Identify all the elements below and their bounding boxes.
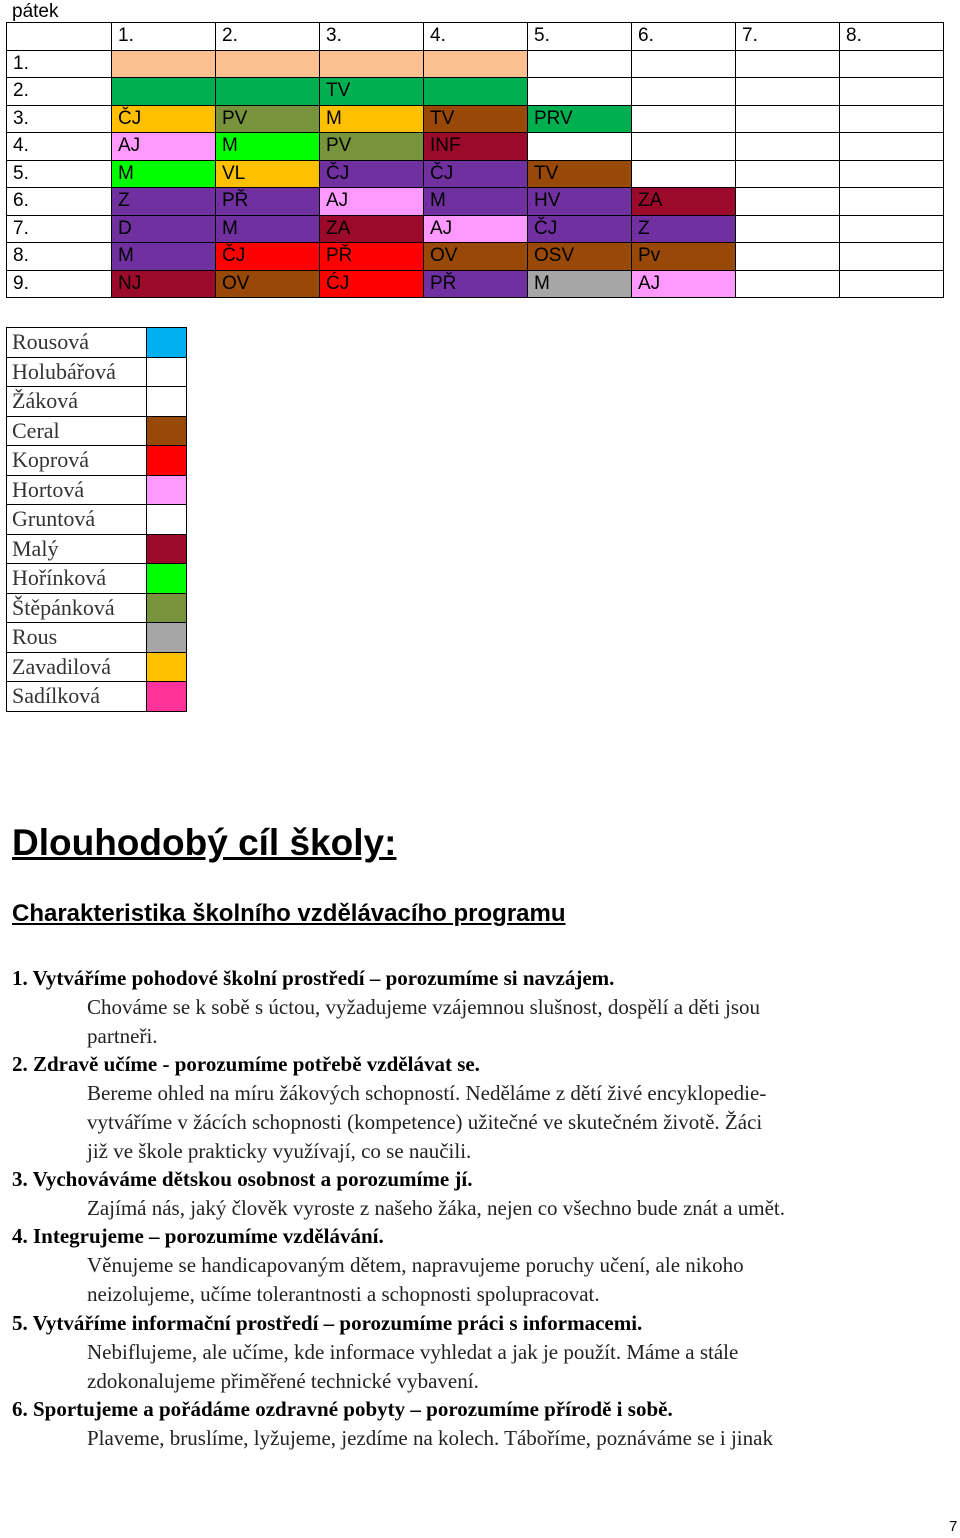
teacher-row xyxy=(7,475,187,505)
teacher-color-swatch xyxy=(147,505,187,535)
schedule-cell: M xyxy=(112,243,216,271)
goal-description-line: neizolujeme, učíme tolerantnosti a schopnosti spolupracovat. xyxy=(87,1282,600,1306)
row-number: 1. xyxy=(7,50,112,78)
goal-description-line: partneři. xyxy=(87,1024,158,1048)
schedule-cell xyxy=(736,160,840,188)
schedule-cell: OV xyxy=(216,270,320,298)
schedule-cell: TV xyxy=(424,105,528,133)
row-number: 8. xyxy=(7,243,112,271)
teacher-name: Sadílková xyxy=(7,682,147,712)
goal-title: 3. Vychováváme dětskou osobnost a porozumíme jí. xyxy=(12,1167,473,1191)
schedule-cell xyxy=(736,133,840,161)
schedule-cell: VL xyxy=(216,160,320,188)
schedule-cell: AJ xyxy=(112,133,216,161)
column-header: 4. xyxy=(424,23,528,51)
goal-description-line: zdokonalujeme přiměřené technické vybavení. xyxy=(87,1369,479,1393)
teacher-name: Malý xyxy=(7,534,147,564)
schedule-cell xyxy=(840,270,944,298)
schedule-row xyxy=(7,160,944,188)
row-number: 7. xyxy=(7,215,112,243)
row-number: 9. xyxy=(7,270,112,298)
schedule-cell: ČJ xyxy=(528,215,632,243)
teacher-color-swatch xyxy=(147,446,187,476)
schedule-cell: M xyxy=(528,270,632,298)
schedule-cell: OV xyxy=(424,243,528,271)
schedule-cell xyxy=(736,105,840,133)
schedule-cell: M xyxy=(216,215,320,243)
teacher-name: Hořínková xyxy=(7,564,147,594)
schedule-cell: ZA xyxy=(632,188,736,216)
goal-title: 4. Integrujeme – porozumíme vzdělávání. xyxy=(12,1224,384,1248)
schedule-cell: AJ xyxy=(424,215,528,243)
schedule-cell: TV xyxy=(528,160,632,188)
teacher-row xyxy=(7,564,187,594)
schedule-cell: PV xyxy=(216,105,320,133)
goal-title: 5. Vytváříme informační prostředí – porozumíme práci s informacemi. xyxy=(12,1311,643,1335)
teacher-row xyxy=(7,416,187,446)
teacher-legend xyxy=(6,327,187,712)
schedule-cell: PŘ xyxy=(216,188,320,216)
teacher-name: Štěpánková xyxy=(7,593,147,623)
row-number: 2. xyxy=(7,78,112,106)
teacher-name: Žáková xyxy=(7,387,147,417)
page-title: Dlouhodobý cíl školy: xyxy=(12,822,397,863)
schedule-cell: M xyxy=(320,105,424,133)
row-number: 6. xyxy=(7,188,112,216)
teacher-row xyxy=(7,623,187,653)
teacher-row xyxy=(7,593,187,623)
schedule-cell: M xyxy=(424,188,528,216)
schedule-cell: PŘ xyxy=(424,270,528,298)
schedule-cell: Pv xyxy=(632,243,736,271)
schedule-cell xyxy=(840,215,944,243)
teacher-row xyxy=(7,357,187,387)
schedule-cell xyxy=(528,78,632,106)
schedule-cell xyxy=(736,50,840,78)
schedule-cell: PRV xyxy=(528,105,632,133)
schedule-cell: Z xyxy=(632,215,736,243)
schedule-cell: M xyxy=(112,160,216,188)
schedule-cell xyxy=(840,78,944,106)
schedule-cell xyxy=(736,215,840,243)
teacher-name: Zavadilová xyxy=(7,652,147,682)
goal-description-line: Chováme se k sobě s úctou, vyžadujeme vzájemnou slušnost, dospělí a děti jsou xyxy=(87,995,761,1019)
schedule-cell: AJ xyxy=(632,270,736,298)
teacher-color-swatch xyxy=(147,328,187,358)
schedule-row xyxy=(7,105,944,133)
schedule-cell xyxy=(424,78,528,106)
schedule-cell xyxy=(528,133,632,161)
schedule-cell xyxy=(632,160,736,188)
row-number: 5. xyxy=(7,160,112,188)
teacher-row xyxy=(7,328,187,358)
schedule-cell xyxy=(736,270,840,298)
schedule-cell xyxy=(736,78,840,106)
schedule-row xyxy=(7,243,944,271)
teacher-color-swatch xyxy=(147,682,187,712)
teacher-color-swatch xyxy=(147,564,187,594)
schedule-cell xyxy=(840,105,944,133)
teacher-name: Koprová xyxy=(7,446,147,476)
column-header: 3. xyxy=(320,23,424,51)
schedule-cell xyxy=(112,50,216,78)
schedule-cell xyxy=(840,243,944,271)
page-number: 7 xyxy=(949,1518,958,1535)
teacher-color-swatch xyxy=(147,475,187,505)
section-subtitle: Charakteristika školního vzdělávacího programu xyxy=(12,900,566,927)
teacher-color-swatch xyxy=(147,416,187,446)
teacher-color-swatch xyxy=(147,357,187,387)
teacher-color-swatch xyxy=(147,534,187,564)
schedule-cell xyxy=(840,133,944,161)
column-header: 2. xyxy=(216,23,320,51)
goal-description-line: vytváříme v žácích schopnosti (kompetence) užitečné ve skutečném životě. Žáci xyxy=(87,1110,763,1134)
schedule-cell xyxy=(216,78,320,106)
teacher-row xyxy=(7,505,187,535)
teacher-row xyxy=(7,534,187,564)
goal-description-line: již ve škole prakticky využívají, co se naučili. xyxy=(87,1139,472,1163)
schedule-cell: ĆJ xyxy=(320,270,424,298)
column-header: 7. xyxy=(736,23,840,51)
schedule-row xyxy=(7,188,944,216)
teacher-row xyxy=(7,446,187,476)
schedule-cell: TV xyxy=(320,78,424,106)
teacher-color-swatch xyxy=(147,652,187,682)
schedule-cell xyxy=(840,188,944,216)
schedule-cell: M xyxy=(216,133,320,161)
schedule-cell xyxy=(632,105,736,133)
teacher-color-swatch xyxy=(147,593,187,623)
teacher-name: Rousová xyxy=(7,328,147,358)
schedule-cell xyxy=(424,50,528,78)
goal-title: 6. Sportujeme a pořádáme ozdravné pobyty – porozumíme přírodě i sobě. xyxy=(12,1397,673,1421)
schedule-cell: OSV xyxy=(528,243,632,271)
schedule-cell: ZA xyxy=(320,215,424,243)
schedule-corner-cell xyxy=(7,23,112,51)
schedule-cell xyxy=(216,50,320,78)
column-header: 6. xyxy=(632,23,736,51)
teacher-color-swatch xyxy=(147,387,187,417)
schedule-row xyxy=(7,270,944,298)
column-header: 5. xyxy=(528,23,632,51)
schedule-cell xyxy=(736,243,840,271)
column-header: 1. xyxy=(112,23,216,51)
schedule-header-row xyxy=(7,23,944,51)
goal-title: 2. Zdravě učíme - porozumíme potřebě vzdělávat se. xyxy=(12,1052,480,1076)
column-header: 8. xyxy=(840,23,944,51)
schedule-table xyxy=(6,22,944,298)
schedule-row xyxy=(7,215,944,243)
goal-description-line: Nebiflujeme, ale učíme, kde informace vyhledat a jak je použít. Máme a stále xyxy=(87,1340,739,1364)
schedule-row xyxy=(7,78,944,106)
teacher-row xyxy=(7,652,187,682)
schedule-cell xyxy=(632,78,736,106)
goal-title: 1. Vytváříme pohodové školní prostředí – porozumíme si navzájem. xyxy=(12,966,615,990)
schedule-cell: PŘ xyxy=(320,243,424,271)
teacher-row xyxy=(7,387,187,417)
schedule-row xyxy=(7,133,944,161)
schedule-cell xyxy=(632,133,736,161)
schedule-cell: AJ xyxy=(320,188,424,216)
teacher-name: Ceral xyxy=(7,416,147,446)
schedule-cell xyxy=(840,50,944,78)
schedule-cell: INF xyxy=(424,133,528,161)
row-number: 4. xyxy=(7,133,112,161)
schedule-cell xyxy=(320,50,424,78)
schedule-cell xyxy=(112,78,216,106)
teacher-name: Holubářová xyxy=(7,357,147,387)
teacher-name: Rous xyxy=(7,623,147,653)
schedule-cell: ČJ xyxy=(320,160,424,188)
teacher-name: Gruntová xyxy=(7,505,147,535)
teacher-row xyxy=(7,682,187,712)
schedule-cell: Z xyxy=(112,188,216,216)
schedule-cell xyxy=(528,50,632,78)
schedule-cell: ČJ xyxy=(424,160,528,188)
schedule-cell: NJ xyxy=(112,270,216,298)
teacher-name: Hortová xyxy=(7,475,147,505)
schedule-cell: HV xyxy=(528,188,632,216)
schedule-cell: PV xyxy=(320,133,424,161)
schedule-cell: ČJ xyxy=(216,243,320,271)
schedule-cell: ČJ xyxy=(112,105,216,133)
schedule-cell xyxy=(736,188,840,216)
schedule-cell: D xyxy=(112,215,216,243)
goal-description-line: Plaveme, bruslíme, lyžujeme, jezdíme na kolech. Táboříme, poznáváme se i jinak xyxy=(87,1426,773,1450)
schedule-cell xyxy=(632,50,736,78)
goal-description-line: Věnujeme se handicapovaným dětem, napravujeme poruchy učení, ale nikoho xyxy=(87,1253,744,1277)
schedule-row xyxy=(7,50,944,78)
goal-description-line: Bereme ohled na míru žákových schopností. Neděláme z dětí živé encyklopedie- xyxy=(87,1081,767,1105)
day-label: pátek xyxy=(12,1,59,22)
schedule-cell xyxy=(840,160,944,188)
teacher-color-swatch xyxy=(147,623,187,653)
goal-description-line: Zajímá nás, jaký člověk vyroste z našeho žáka, nejen co všechno bude znát a umět. xyxy=(87,1196,785,1220)
row-number: 3. xyxy=(7,105,112,133)
